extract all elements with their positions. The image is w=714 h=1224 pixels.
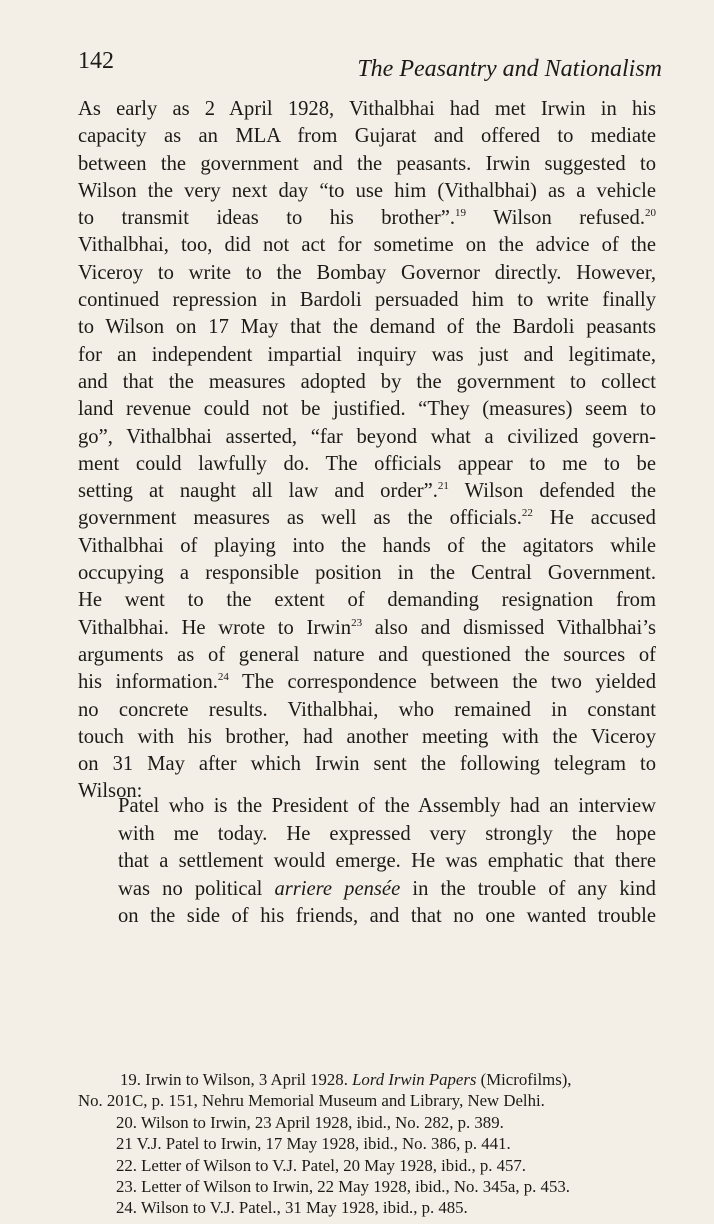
text-line: and that the measures adopted by the government to collect bbox=[78, 370, 656, 393]
text-line: Vithalbhai, too, did not act for sometime on the advice of the bbox=[78, 234, 656, 257]
page-number: 142 bbox=[78, 48, 114, 74]
text-line: land revenue could not be justified. “They (measures) seem to bbox=[78, 398, 656, 421]
text-line: Wilson the very next day “to use him (Vithalbhai) as a vehicle bbox=[78, 179, 656, 202]
text-line: As early as 2 April 1928, Vithalbhai had met Irwin in his bbox=[78, 98, 656, 120]
text-line: for an independent impartial inquiry was just and legitimate, bbox=[78, 343, 656, 366]
text-line: He went to the extent of demanding resignation from bbox=[78, 589, 656, 612]
footnote-ref: 24 bbox=[217, 671, 229, 684]
text-line: setting at naught all law and order”.$^{21}$ Wilson defended the bbox=[78, 480, 656, 503]
text-line: to Wilson on 17 May that the demand of the Bardoli peasants bbox=[78, 316, 656, 339]
text-line: go”, Vithalbhai asserted, “far beyond what a civilized govern- bbox=[78, 425, 656, 448]
text-line: no concrete results. Vithalbhai, who remained in constant bbox=[78, 698, 656, 721]
text-line: capacity as an MLA from Gujarat and offered to mediate bbox=[78, 125, 656, 148]
text-line: Wilson: bbox=[78, 780, 143, 803]
text-line: on 31 May after which Irwin sent the following telegram to bbox=[78, 753, 656, 776]
footnote-ref: 23 bbox=[351, 616, 363, 629]
text-line: his information.$^{24}$ The correspondence between the two yielded bbox=[78, 671, 656, 694]
running-head: The Peasantry and Nationalism bbox=[357, 56, 662, 82]
footnote-ref: 22 bbox=[521, 507, 533, 520]
quote-line: Patel who is the President of the Assembly had an interview bbox=[118, 795, 656, 817]
text-line: to transmit ideas to his brother”.$^{19}$ Wilson refused.$^{20}$ bbox=[78, 207, 656, 230]
text-line: ment could lawfully do. The officials appear to me to be bbox=[78, 452, 656, 475]
page-header bbox=[78, 44, 662, 84]
italic-phrase: arriere pensée bbox=[274, 877, 401, 900]
text-line: Vithalbhai of playing into the hands of the agitators while bbox=[78, 534, 656, 557]
footnote-ref: 21 bbox=[437, 480, 449, 493]
text-line: government measures as well as the officials.$^{22}$ He accused bbox=[78, 507, 656, 530]
quote-line: that a settlement would emerge. He was emphatic that there bbox=[118, 850, 656, 873]
text-line: occupying a responsible position in the Central Government. bbox=[78, 562, 656, 585]
footnote-24: 24. Wilson to V.J. Patel., 31 May 1928, ibid., p. 485. bbox=[116, 1198, 468, 1218]
text-line: Vithalbhai. He wrote to Irwin$^{23}$ also and dismissed Vithalbhai’s bbox=[78, 616, 656, 639]
footnote-21: 21 V.J. Patel to Irwin, 17 May 1928, ibid., No. 386, p. 441. bbox=[116, 1134, 511, 1154]
text-line: continued repression in Bardoli persuaded him to write finally bbox=[78, 289, 656, 312]
footnote-ref: 20 bbox=[644, 207, 656, 220]
footnote-20: 20. Wilson to Irwin, 23 April 1928, ibid., No. 282, p. 389. bbox=[116, 1112, 504, 1132]
quote-line: on the side of his friends, and that no one wanted trouble bbox=[118, 905, 656, 928]
quote-line: was no political arriere pensée in the trouble of any kind bbox=[118, 877, 656, 900]
footnote-19: 19. Irwin to Wilson, 3 April 1928. Lord Irwin Papers (Microfilms), bbox=[120, 1070, 572, 1089]
footnote-23: 23. Letter of Wilson to Irwin, 22 May 1928, ibid., No. 345a, p. 453. bbox=[116, 1177, 570, 1197]
text-line: between the government and the peasants. Irwin suggested to bbox=[78, 152, 656, 175]
block-quote bbox=[118, 793, 656, 931]
text-line: arguments as of general nature and questioned the sources of bbox=[78, 643, 656, 666]
quote-line: with me today. He expressed very strongly the hope bbox=[118, 822, 656, 845]
body-paragraph bbox=[78, 96, 656, 806]
footnote-19-cont: No. 201C, p. 151, Nehru Memorial Museum and Library, New Delhi. bbox=[78, 1091, 545, 1111]
text-line: Viceroy to write to the Bombay Governor directly. However, bbox=[78, 261, 656, 284]
text-line: touch with his brother, had another meeting with the Viceroy bbox=[78, 725, 656, 748]
footnote-ref: 19 bbox=[454, 207, 466, 220]
footnote-22: 22. Letter of Wilson to V.J. Patel, 20 May 1928, ibid., p. 457. bbox=[116, 1155, 526, 1175]
footnotes bbox=[78, 1069, 658, 1219]
